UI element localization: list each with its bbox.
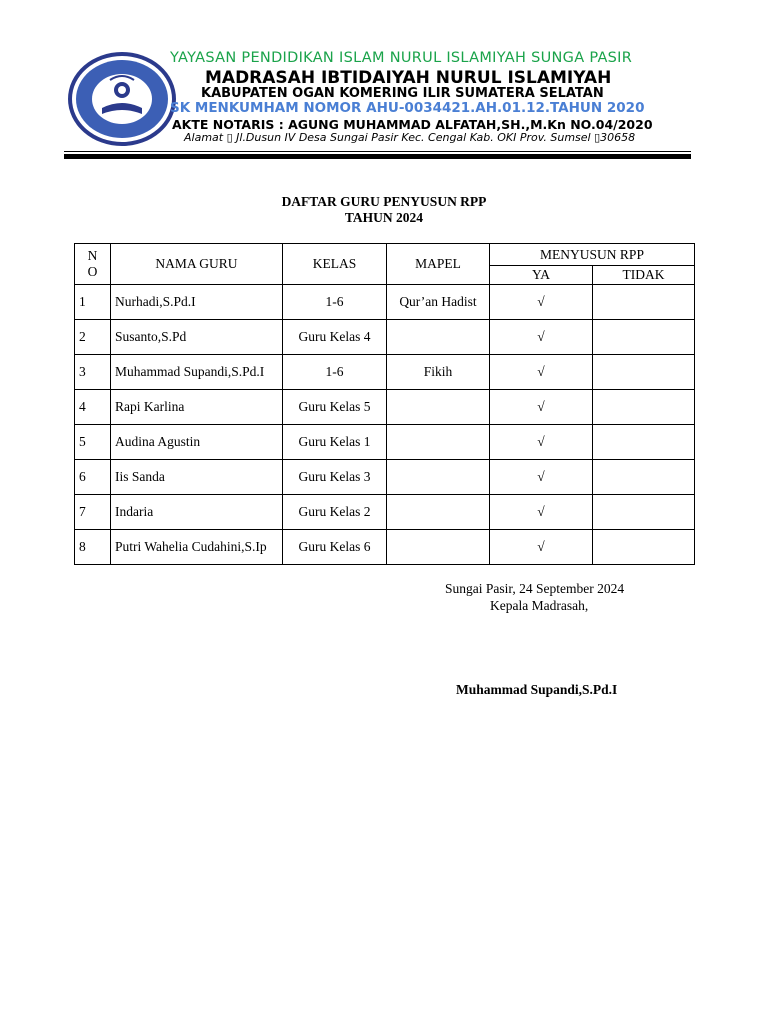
document-year: TAHUN 2024: [344, 210, 424, 225]
foundation-name: YAYASAN PENDIDIKAN ISLAM NURUL ISLAMIYAH SUNGA PASIR: [170, 50, 633, 66]
cell-kelas: Guru Kelas 1: [283, 425, 387, 460]
cell-mapel: [387, 460, 490, 495]
table-row: [75, 460, 695, 495]
cell-no: 6: [75, 460, 111, 495]
cell-ya: √: [490, 355, 593, 390]
table-row: [75, 320, 695, 355]
cell-mapel: [387, 530, 490, 565]
cell-no: 8: [75, 530, 111, 565]
letterhead: [0, 0, 768, 165]
cell-no: 7: [75, 495, 111, 530]
table-row: [75, 390, 695, 425]
table-row: [75, 285, 695, 320]
cell-kelas: Guru Kelas 5: [283, 390, 387, 425]
cell-kelas: 1-6: [283, 355, 387, 390]
cell-nama: Rapi Karlina: [111, 390, 283, 425]
cell-no: 5: [75, 425, 111, 460]
cell-nama: Susanto,S.Pd: [111, 320, 283, 355]
school-name: MADRASAH IBTIDAIYAH NURUL ISLAMIYAH: [205, 68, 612, 88]
cell-ya: √: [490, 425, 593, 460]
cell-nama: Audina Agustin: [111, 425, 283, 460]
school-address: Alamat ▯ Jl.Dusun IV Desa Sungai Pasir Kec. Cengal Kab. OKI Prov. Sumsel ▯30658: [184, 131, 636, 144]
cell-tidak: [593, 495, 695, 530]
header-nama-guru: NAMA GURU: [111, 244, 283, 285]
cell-no: 2: [75, 320, 111, 355]
cell-mapel: [387, 320, 490, 355]
cell-ya: √: [490, 285, 593, 320]
cell-tidak: [593, 390, 695, 425]
cell-kelas: Guru Kelas 6: [283, 530, 387, 565]
cell-ya: √: [490, 390, 593, 425]
cell-mapel: [387, 390, 490, 425]
cell-mapel: Qur’an Hadist: [387, 285, 490, 320]
cell-no: 1: [75, 285, 111, 320]
cell-tidak: [593, 320, 695, 355]
cell-nama: Iis Sanda: [111, 460, 283, 495]
cell-ya: √: [490, 320, 593, 355]
notary-deed: AKTE NOTARIS : AGUNG MUHAMMAD ALFATAH,SH.,M.Kn NO.04/2020: [172, 117, 653, 132]
cell-kelas: Guru Kelas 3: [283, 460, 387, 495]
cell-mapel: Fikih: [387, 355, 490, 390]
regency-name: KABUPATEN OGAN KOMERING ILIR SUMATERA SELATAN: [201, 86, 604, 101]
cell-nama: Putri Wahelia Cudahini,S.Ip: [111, 530, 283, 565]
teacher-table: [74, 243, 695, 565]
cell-mapel: [387, 495, 490, 530]
cell-tidak: [593, 355, 695, 390]
letterhead-divider-thick: [64, 154, 691, 159]
cell-nama: Indaria: [111, 495, 283, 530]
cell-ya: √: [490, 530, 593, 565]
header-mapel: MAPEL: [387, 244, 490, 285]
madrasah-logo-icon: [66, 50, 178, 148]
cell-kelas: Guru Kelas 4: [283, 320, 387, 355]
decree-number: SK MENKUMHAM NOMOR AHU-0034421.AH.01.12.TAHUN 2020: [170, 100, 645, 116]
cell-ya: √: [490, 460, 593, 495]
cell-no: 3: [75, 355, 111, 390]
cell-kelas: 1-6: [283, 285, 387, 320]
cell-tidak: [593, 530, 695, 565]
table-row: [75, 495, 695, 530]
header-kelas: KELAS: [283, 244, 387, 285]
cell-nama: Muhammad Supandi,S.Pd.I: [111, 355, 283, 390]
header-menyusun-rpp: MENYUSUN RPP: [490, 244, 695, 266]
signature-position: Kepala Madrasah,: [490, 598, 589, 613]
document-title: DAFTAR GURU PENYUSUN RPP: [281, 194, 487, 209]
cell-mapel: [387, 425, 490, 460]
header-tidak: TIDAK: [593, 266, 695, 285]
header-ya: YA: [490, 266, 593, 285]
cell-kelas: Guru Kelas 2: [283, 495, 387, 530]
table-row: [75, 355, 695, 390]
cell-tidak: [593, 285, 695, 320]
cell-ya: √: [490, 495, 593, 530]
cell-nama: Nurhadi,S.Pd.I: [111, 285, 283, 320]
table-row: [75, 530, 695, 565]
cell-tidak: [593, 425, 695, 460]
letterhead-divider-thin: [64, 151, 691, 152]
table-row: [75, 425, 695, 460]
cell-tidak: [593, 460, 695, 495]
cell-no: 4: [75, 390, 111, 425]
header-no: N O: [75, 244, 111, 285]
signature-name: Muhammad Supandi,S.Pd.I: [456, 682, 618, 697]
signature-place-date: Sungai Pasir, 24 September 2024: [445, 581, 625, 596]
